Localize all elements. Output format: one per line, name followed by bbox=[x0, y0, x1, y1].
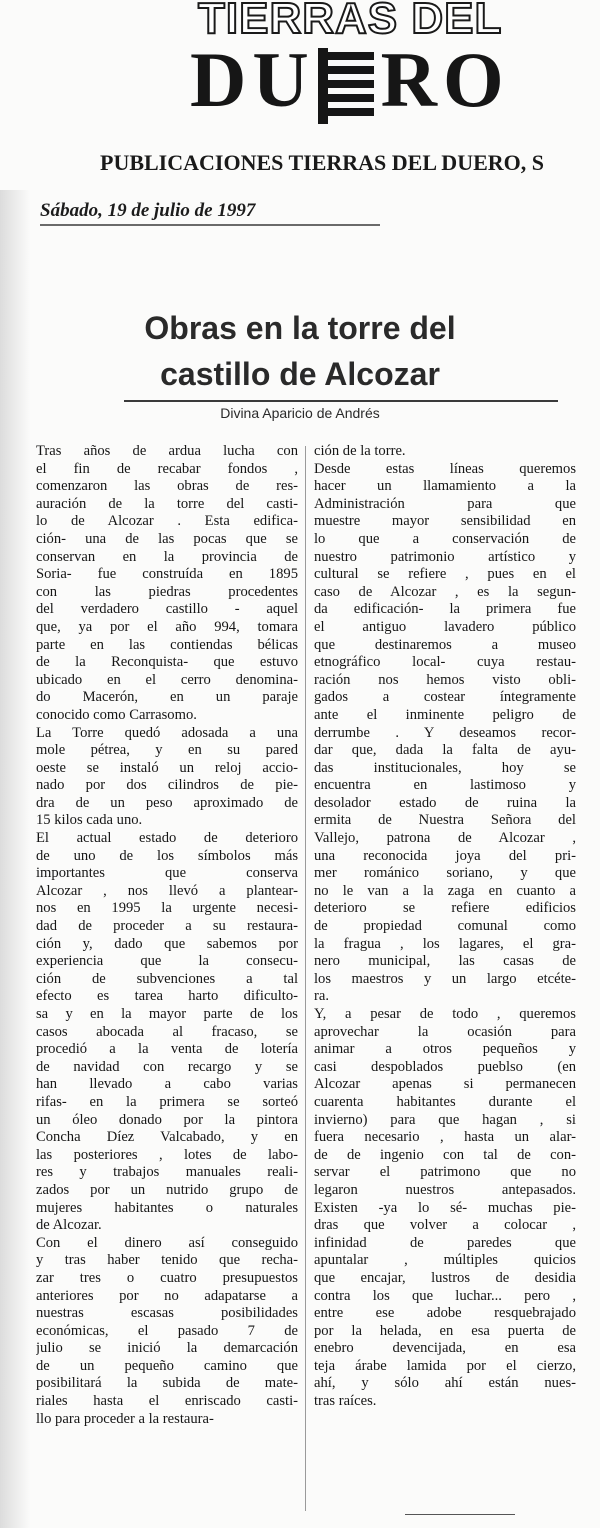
article-line: y tras haber tenido que recha- bbox=[36, 1252, 298, 1269]
article-line: Desde estas líneas queremos bbox=[314, 460, 576, 477]
article-line: lo de Alcozar . Esta edifica- bbox=[36, 513, 298, 530]
article-line: caso de Alcozar , es la segun- bbox=[314, 583, 576, 600]
article-line: experiencia que la consecu- bbox=[36, 953, 298, 970]
article-line: de uno de los símbolos más bbox=[36, 847, 298, 864]
article-line: etnográfico local- cuya restau- bbox=[314, 654, 576, 671]
article-line: encuentra en lastimoso y bbox=[314, 777, 576, 794]
article-line: Soria- fue construída en 1895 bbox=[36, 566, 298, 583]
article-line: de navidad con recargo y se bbox=[36, 1058, 298, 1075]
article-line: dad de proceder a su restaura- bbox=[36, 918, 298, 935]
article-line: nero municipal, las casas de bbox=[314, 953, 576, 970]
article-line: económicas, el pasado 7 de bbox=[36, 1322, 298, 1339]
article-line: casos abocada al fracaso, se bbox=[36, 1023, 298, 1040]
article-column-left bbox=[36, 443, 298, 1428]
article-line: Alcozar , nos llevó a plantear- bbox=[36, 882, 298, 899]
article-line: zar tres o cuatro presupuestos bbox=[36, 1269, 298, 1286]
article-line: nos en 1995 la urgente necesi- bbox=[36, 900, 298, 917]
article-line: Vallejo, patrona de Alcozar , bbox=[314, 830, 576, 847]
article-line: Alcozar apenas si permanecen bbox=[314, 1076, 576, 1093]
article-line: posibilitará la subida de mate- bbox=[36, 1375, 298, 1392]
masthead-title-main-right: RO bbox=[380, 36, 510, 123]
article-line: no le van a la zaga en cuanto a bbox=[314, 882, 576, 899]
publisher-line: PUBLICACIONES TIERRAS DEL DUERO, S bbox=[100, 150, 544, 175]
article-line: dra de un peso aproximado de bbox=[36, 794, 298, 811]
article-line: que encajar, lustros de desidia bbox=[314, 1269, 576, 1286]
article-line: gados a costear íntegramente bbox=[314, 689, 576, 706]
article-line: parte en las contiendas bélicas bbox=[36, 636, 298, 653]
article-line: contra los que luchar... pero , bbox=[314, 1287, 576, 1304]
article-line: nuestro patrimonio artístico y bbox=[314, 548, 576, 565]
article-line: enebro devencijada, en esa bbox=[314, 1340, 576, 1357]
article-line: comenzaron las obras de res- bbox=[36, 478, 298, 495]
article-line: casi despoblados pueblso (en bbox=[314, 1058, 576, 1075]
headline-line-2: castillo de Alcozar bbox=[160, 356, 440, 392]
article-line: dar que, dada la falta de ayu- bbox=[314, 742, 576, 759]
article-line: auración de la torre del casti- bbox=[36, 495, 298, 512]
masthead bbox=[0, 0, 600, 185]
article-line: zados por un nutrido grupo de bbox=[36, 1181, 298, 1198]
article-line: ante el inminente peligro de bbox=[314, 706, 576, 723]
article-line: ción de la torre. bbox=[314, 443, 406, 459]
article-line: infinidad de paredes que bbox=[314, 1234, 576, 1251]
article-line: las posteriores , lotes de labo- bbox=[36, 1146, 298, 1163]
end-rule bbox=[405, 1514, 515, 1515]
article-line: de un pequeño camino que bbox=[36, 1357, 298, 1374]
article-line: procedió a la venta de lotería bbox=[36, 1041, 298, 1058]
article-line: que destinaremos a museo bbox=[314, 636, 576, 653]
article-line: de Alcozar. bbox=[36, 1217, 102, 1234]
article-line: una reconocida joya del pri- bbox=[314, 847, 576, 864]
article-line: el antiguo lavadero público bbox=[314, 618, 576, 635]
article-line: conocido como Carrasomo. bbox=[36, 706, 197, 723]
article-line: da edificación- la primera fue bbox=[314, 601, 576, 618]
article-line: oeste se instaló un reloj accio- bbox=[36, 759, 298, 776]
article-line: muestre mayor sensibilidad en bbox=[314, 513, 576, 530]
article-line: Con el dinero así conseguido bbox=[36, 1234, 298, 1251]
article-line: ración nos hemos visto obli- bbox=[314, 671, 576, 688]
article-line: Administración para que bbox=[314, 495, 576, 512]
article-line: fuera necesario , hasta un alar- bbox=[314, 1129, 576, 1146]
scan-shadow bbox=[0, 190, 30, 1528]
article-line: julio se inició la demarcación bbox=[36, 1340, 298, 1357]
article-line: nuestras escasas posibilidades bbox=[36, 1305, 298, 1322]
article-line: cultural se refiere , pues en el bbox=[314, 566, 576, 583]
article-line: con las piedras procedentes bbox=[36, 583, 298, 600]
article-line: mer románico soriano, y que bbox=[314, 865, 576, 882]
article-line: derrumbe . Y deseamos recor- bbox=[314, 724, 576, 741]
article-line: llo para proceder a la restaura- bbox=[36, 1410, 214, 1427]
article-line: 15 kilos cada uno. bbox=[36, 812, 143, 829]
headline-line-1: Obras en la torre del bbox=[144, 310, 456, 346]
article-line: ubicado en el cerro denomina- bbox=[36, 671, 298, 688]
article-line: Y, a pesar de todo , queremos bbox=[314, 1006, 576, 1022]
article-line: El actual estado de deterioro bbox=[36, 830, 298, 847]
article-line: la fragua , los lagares, el gra- bbox=[314, 935, 576, 952]
article-line: aprovechar la ocasión para bbox=[314, 1023, 576, 1040]
date-rule bbox=[40, 224, 380, 226]
article-line: de propiedad comunal como bbox=[314, 918, 576, 935]
article-line: ción de subvenciones a tal bbox=[36, 970, 298, 987]
article-line: conservan en la provincia de bbox=[36, 548, 298, 565]
column-divider bbox=[305, 446, 306, 1511]
article-line: tras raíces. bbox=[314, 1393, 377, 1410]
article-line: por la helada, en esa puerta de bbox=[314, 1322, 576, 1339]
striped-flag-logo bbox=[318, 48, 376, 124]
article-line: rifas- en la primera se sorteó bbox=[36, 1093, 298, 1110]
article-line: invierno) para que hagan , si bbox=[314, 1111, 576, 1128]
article-line: sa y en la mayor parte de los bbox=[36, 1006, 298, 1022]
article-line: Concha Díez Valcabado, y en bbox=[36, 1129, 298, 1146]
masthead-title-main-left: DU bbox=[190, 36, 315, 123]
article-line: el fin de recabar fondos , bbox=[36, 460, 298, 477]
article-line: servar el patrimono que no bbox=[314, 1164, 576, 1181]
article-line: deterioro se refiere edificios bbox=[314, 900, 576, 917]
article-line: efecto es tarea harto dificulto- bbox=[36, 988, 298, 1005]
article-headline bbox=[40, 305, 560, 397]
article-line: La Torre quedó adosada a una bbox=[36, 724, 298, 741]
article-line: los maestros y un largo etcéte- bbox=[314, 970, 576, 987]
article-line: ción- una de las pocas que se bbox=[36, 530, 298, 547]
article-line: hacer un llamamiento a la bbox=[314, 478, 576, 495]
article-line: de la Reconquista- que estuvo bbox=[36, 654, 298, 671]
headline-rule bbox=[124, 400, 558, 402]
article-line: Tras años de ardua lucha con bbox=[36, 443, 298, 459]
masthead-title-top: TIERRAS DEL bbox=[198, 0, 503, 43]
article-line: cuarenta habitantes durante el bbox=[314, 1093, 576, 1110]
article-line: res y trabajos manuales reali- bbox=[36, 1164, 298, 1181]
article-line: do Macerón, en un paraje bbox=[36, 689, 298, 706]
article-line: lo que a conservación de bbox=[314, 530, 576, 547]
article-line: un óleo donado por la pintora bbox=[36, 1111, 298, 1128]
article-line: dras que volver a colocar , bbox=[314, 1217, 576, 1234]
article-line: animar a otros pequeños y bbox=[314, 1041, 576, 1058]
article-line: que, ya por el año 994, tomara bbox=[36, 618, 298, 635]
article-line: Existen -ya lo sé- muchas pie- bbox=[314, 1199, 576, 1216]
article-line: entre ese adobe resquebrajado bbox=[314, 1305, 576, 1322]
article-line: ermita de Nuestra Señora del bbox=[314, 812, 576, 829]
article-line: ahí, y sólo ahí están nues- bbox=[314, 1375, 576, 1392]
article-column-right bbox=[314, 443, 576, 1411]
issue-date: Sábado, 19 de julio de 1997 bbox=[40, 200, 256, 221]
article-line: ción y, dado que sabemos por bbox=[36, 935, 298, 952]
article-line: del verdadero castillo - aquel bbox=[36, 601, 298, 618]
article-line: desolador estado de ruina la bbox=[314, 794, 576, 811]
article-line: anteriores por no adapatarse a bbox=[36, 1287, 298, 1304]
article-line: mole pétrea, y en su pared bbox=[36, 742, 298, 759]
article-line: de de ingenio con tal de con- bbox=[314, 1146, 576, 1163]
article-line: das institucionales, hoy se bbox=[314, 759, 576, 776]
article-line: teja árabe lamida por el cierzo, bbox=[314, 1357, 576, 1374]
article-line: riales hasta el enriscado casti- bbox=[36, 1393, 298, 1410]
article-line: mujeres habitantes o naturales bbox=[36, 1199, 298, 1216]
article-line: nado por dos cilindros de pie- bbox=[36, 777, 298, 794]
article-line: ra. bbox=[314, 988, 329, 1005]
article-line: apuntalar , múltiples quicios bbox=[314, 1252, 576, 1269]
article-line: importantes que conserva bbox=[36, 865, 298, 882]
article-line: legaron nuestros antepasados. bbox=[314, 1181, 576, 1198]
article-line: han llevado a cabo varias bbox=[36, 1076, 298, 1093]
article-byline: Divina Aparicio de Andrés bbox=[220, 405, 380, 421]
